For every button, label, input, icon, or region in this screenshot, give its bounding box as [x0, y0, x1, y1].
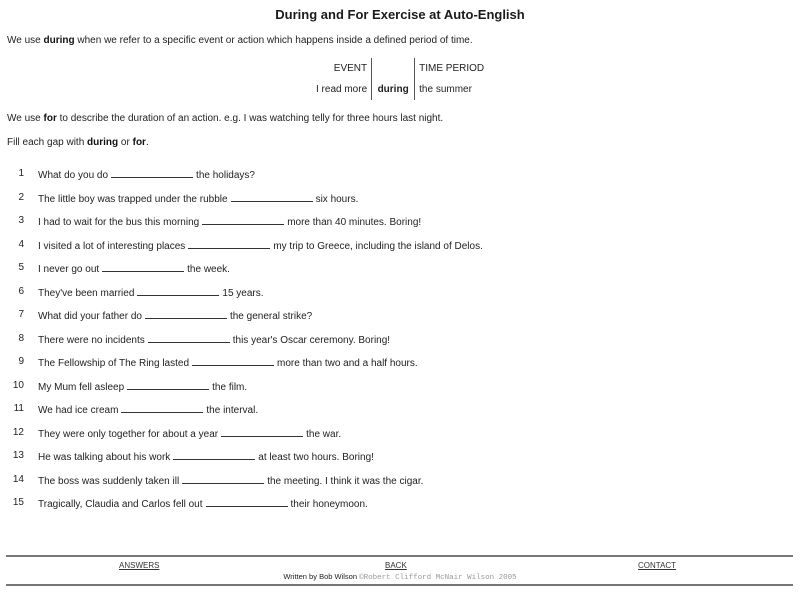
footer-divider-top: [6, 555, 793, 557]
instruction-period: .: [145, 137, 149, 148]
credit-line: [0, 572, 800, 582]
question-before: I had to wait for the bus this morning: [38, 217, 200, 228]
header-middle: [372, 58, 415, 79]
question-after: six hours.: [315, 193, 359, 205]
question-before: My Mum fell asleep: [38, 381, 125, 393]
question-after: the war.: [306, 428, 342, 440]
question-after: more than 40 minutes. Boring!: [287, 217, 422, 228]
question-before: The boss was suddenly taken ill: [38, 475, 180, 487]
example-table: [312, 58, 488, 100]
question-after: the week.: [187, 264, 230, 275]
question-after: at least two hours. Boring!: [258, 452, 374, 463]
footer-divider-bottom: [6, 584, 793, 586]
question-number: 7: [18, 309, 24, 320]
question-after: the meeting. I think it was the cigar.: [267, 475, 424, 487]
answer-gap[interactable]: [145, 309, 227, 319]
for-keyword: for: [43, 113, 57, 124]
contact-link[interactable]: CONTACT: [638, 561, 677, 570]
question-number: 5: [18, 262, 24, 273]
answer-gap[interactable]: [148, 333, 230, 343]
instruction-during: during: [87, 137, 119, 148]
question-number: 14: [12, 473, 24, 485]
answer-gap[interactable]: [182, 474, 264, 484]
example-event: I read more: [312, 79, 372, 100]
question-before: They were only together for about a year: [38, 428, 219, 440]
question-number: 8: [18, 332, 24, 344]
example-time-period: the summer: [419, 84, 472, 95]
answer-gap[interactable]: [121, 403, 203, 413]
during-rule-text: [7, 35, 473, 46]
answer-gap[interactable]: [102, 262, 184, 272]
question-number: 13: [12, 450, 24, 461]
answer-gap[interactable]: [192, 356, 274, 366]
copyright-notice: ©Robert Clifford McNair Wilson 2005: [359, 574, 517, 582]
question-after: the general strike?: [229, 311, 313, 322]
question-after: more than two and a half hours.: [277, 358, 418, 369]
answer-gap[interactable]: [127, 380, 209, 390]
instruction-pre: Fill each gap with: [7, 137, 88, 148]
question-before: What did your father do: [38, 311, 142, 322]
instruction-text: [7, 137, 149, 148]
during-rule-pre: We use: [7, 35, 44, 46]
question-number: 12: [12, 426, 24, 438]
page-title: During and For Exercise at Auto-English: [275, 7, 525, 22]
question-after: the holidays?: [196, 170, 255, 181]
instruction-or: or: [118, 137, 133, 148]
answer-gap[interactable]: [202, 215, 284, 225]
question-number: 15: [12, 497, 24, 508]
question-before: What do you do: [38, 170, 109, 181]
question-number: 6: [18, 285, 24, 297]
author-credit: Written by Bob Wilson: [283, 572, 357, 581]
question-number: 9: [18, 356, 24, 367]
header-time-period: TIME PERIOD: [419, 63, 485, 74]
answer-gap[interactable]: [137, 286, 219, 296]
question-before: I never go out: [38, 264, 100, 275]
instruction-for: for: [132, 137, 146, 148]
question-number: 10: [12, 379, 24, 391]
example-preposition: during: [372, 79, 415, 100]
back-link[interactable]: BACK: [385, 561, 407, 570]
answer-gap[interactable]: [188, 239, 270, 249]
answer-gap[interactable]: [221, 427, 303, 437]
for-rule-text: [7, 113, 443, 124]
question-after: the interval.: [206, 405, 259, 416]
question-before: I visited a lot of interesting places: [38, 240, 186, 252]
question-after: the film.: [212, 381, 248, 393]
question-after: my trip to Greece, including the island of Delos.: [273, 240, 483, 252]
question-number: 11: [13, 403, 24, 414]
question-after: 15 years.: [222, 287, 264, 299]
for-rule-pre: We use: [7, 113, 44, 124]
question-before: We had ice cream: [38, 405, 119, 416]
header-event: EVENT: [312, 58, 372, 79]
answer-gap[interactable]: [111, 168, 193, 178]
answer-gap[interactable]: [206, 497, 288, 507]
question-before: Tragically, Claudia and Carlos fell out: [38, 499, 203, 510]
answers-link[interactable]: ANSWERS: [119, 561, 160, 570]
question-number: 3: [18, 215, 24, 226]
question-number: 2: [18, 191, 24, 203]
question-before: The little boy was trapped under the rubble: [38, 193, 228, 205]
during-keyword: during: [43, 35, 75, 46]
example-table-header: [312, 58, 488, 79]
question-number: 4: [18, 238, 24, 250]
question-before: They've been married: [38, 287, 135, 299]
question-before: He was talking about his work: [38, 452, 171, 463]
answer-gap[interactable]: [173, 450, 255, 460]
question-after: their honeymoon.: [290, 499, 368, 510]
question-after: this year's Oscar ceremony. Boring!: [232, 334, 391, 346]
example-table-row: [312, 79, 488, 100]
question-before: The Fellowship of The Ring lasted: [38, 358, 190, 369]
question-number: 1: [18, 168, 24, 179]
for-rule-post: to describe the duration of an action. e.g. I was watching telly for three hours last night.: [56, 113, 444, 124]
during-rule-post: when we refer to a specific event or action which happens inside a defined period of time.: [74, 35, 473, 46]
question-before: There were no incidents: [38, 334, 145, 346]
answer-gap[interactable]: [231, 192, 313, 202]
